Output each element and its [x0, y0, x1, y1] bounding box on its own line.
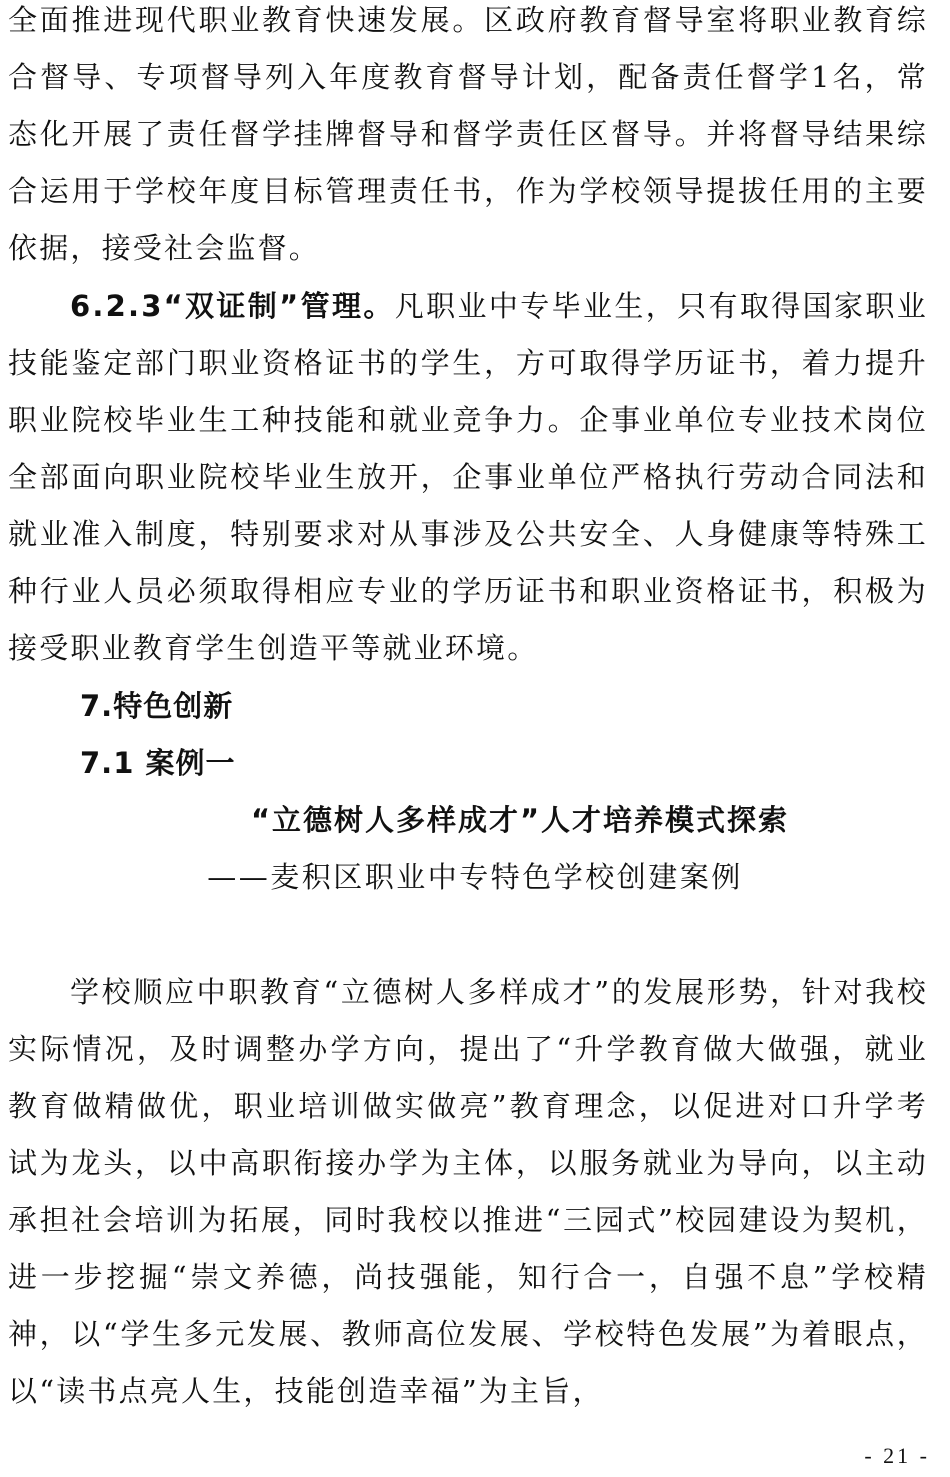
- section-heading-7-1: 7.1 案例一: [80, 746, 236, 780]
- paragraph-dual-certificate-body: 凡职业中专毕业生，只有取得国家职业技能鉴定部门职业资格证书的学生，方可取得学历证书，着力提升职业院校毕业生工种技能和就业竞争力。企事业单位专业技术岗位全部面向职业院校毕业生放开，企事业单位严格执行劳动合同法和就业准入制度，特别要求对从事涉及公共安全、人身健康等特殊工种行业人员必须取得相应专业的学历证书和职业资格证书，积极为接受职业教育学生创造平等就业环境。: [8, 289, 928, 665]
- paragraph-case-body: 学校顺应中职教育“立德树人多样成才”的发展形势，针对我校实际情况，及时调整办学方向，提出了“升学教育做大做强，就业教育做精做优，职业培训做实做亮”教育理念，以促进对口升学考试为龙头，以中高职衔接办学为主体，以服务就业为导向，以主动承担社会培训为拓展，同时我校以推进“三园式”校园建设为契机，进一步挖掘“崇文养德，尚技强能，知行合一，自强不息”学校精神，以“学生多元发展、教师高位发展、学校特色发展”为着眼点，以“读书点亮人生，技能创造幸福”为主旨，: [8, 975, 928, 1408]
- paragraph-dual-certificate: [8, 278, 928, 677]
- section-heading-7: 7.特色创新: [80, 689, 234, 723]
- case-title: “立德树人多样成才”人才培养模式探索: [250, 803, 790, 837]
- page-number: - 21 -: [864, 1443, 930, 1468]
- paragraph-supervision: 全面推进现代职业教育快速发展。区政府教育督导室将职业教育综合督导、专项督导列入年度教育督导计划，配备责任督学1名，常态化开展了责任督学挂牌督导和督学责任区督导。并将督导结果综合运用于学校年度目标管理责任书，作为学校领导提拔任用的主要依据，接受社会监督。: [8, 3, 928, 265]
- subsection-heading-6-2-3: 6.2.3“双证制”管理。: [70, 289, 395, 323]
- case-subtitle: ——麦积区职业中专特色学校创建案例: [207, 860, 743, 894]
